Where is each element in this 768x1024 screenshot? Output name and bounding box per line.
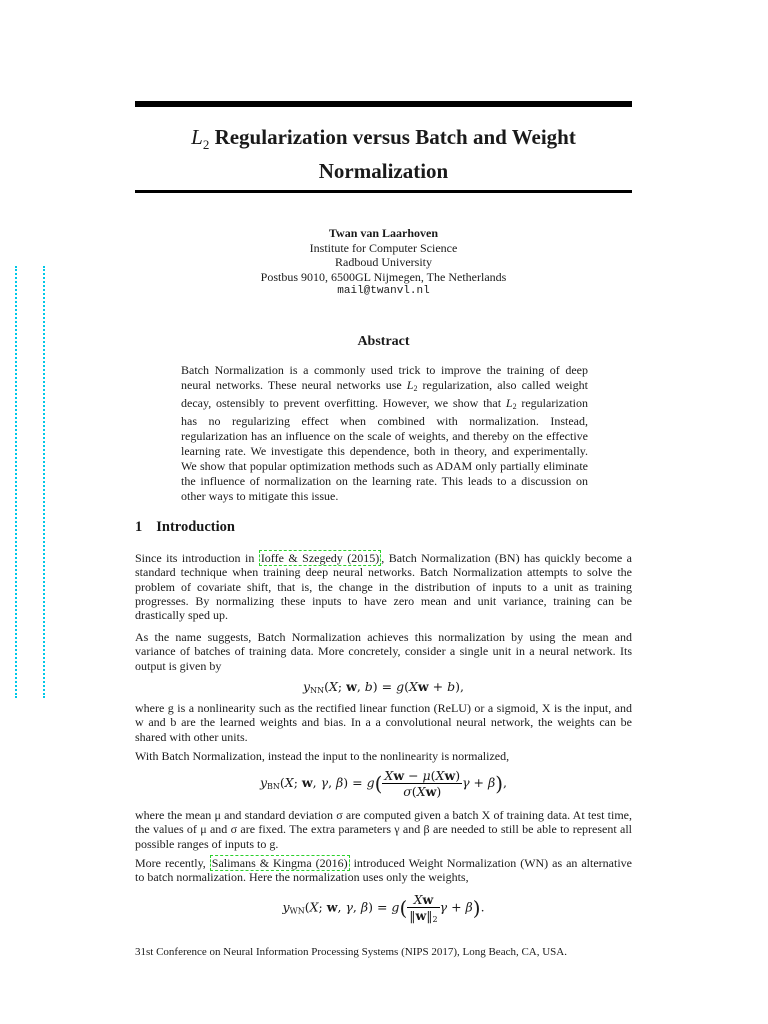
author-name: Twan van Laarhoven [328, 226, 439, 240]
title-l2-symbol: L [191, 125, 203, 149]
paper-title [135, 124, 632, 185]
citation-salimans-kingma[interactable]: Salimans & Kingma (2016) [211, 856, 348, 870]
author-email[interactable]: mail@twanvl.nl [337, 285, 430, 297]
section-number: 1 [135, 519, 143, 535]
intro-paragraph-6 [135, 856, 632, 885]
section-title: Introduction [156, 519, 235, 535]
title-rule-top [135, 101, 632, 107]
abstract-l2-subscript: 2 [413, 384, 418, 393]
intro-p1-text-a: Since its introduction in [135, 551, 259, 565]
abstract-l2-symbol: L [406, 378, 414, 392]
title-rule-bottom [135, 190, 632, 193]
intro-paragraph-1 [135, 551, 632, 622]
abstract-l2-subscript-2: 2 [512, 402, 517, 411]
intro-paragraph-2: As the name suggests, Batch Normalization achieves this normalization by using the mean and variance of batches of training data. More concretely, consider a single unit in a neural network. Its output is given by [135, 630, 632, 673]
author-address: Postbus 9010, 6500GL Nijmegen, The Netherlands [260, 269, 507, 284]
author-block [135, 226, 632, 299]
title-line2: Normalization [318, 159, 449, 184]
intro-p6-text-a: More recently, [135, 856, 210, 870]
abstract-part-1: Batch Normalization is a commonly used trick to improve the training of deep neural networks. These neural networks use [181, 363, 588, 392]
author-affiliation-2: Radboud University [335, 255, 432, 269]
abstract-heading: Abstract [357, 334, 410, 349]
abstract-text [181, 363, 588, 504]
equation-weight-norm: $y_{WN}(X$; w, γ, β) = g( $\frac{Xw}{‖w‖_2}$ γ + β). [282, 892, 485, 924]
intro-p6-text-b: introduced Weight Normalization (WN) as an alternative to batch normalization. Here the normalization uses only the weights, [135, 856, 632, 885]
abstract-part-3: regularization has no regularizing effect when combined with normalization. Instead, regularization has an influence on the scale of weights, and thereby on the effective learning rate. We investigate this dependence, both in theory, and experimentally. We show that popular optimization methods such as ADAM only partially eliminate the influence of normalization on the learning rate. This leads to a discussion on other ways to mitigate this issue. [181, 396, 588, 503]
intro-paragraph-3: where g is a nonlinearity such as the rectified linear function (ReLU) or a sigmoid, X is the input, and w and b are the learned weights and bias. In a a convolutional neural network, the weights can be shared with other units. [135, 701, 632, 744]
author-affiliation-1: Institute for Computer Science [309, 240, 458, 255]
equation-nn-output: $y_{NN}(X$; w, b) = g(Xw + b), [303, 679, 464, 695]
section-heading-introduction [135, 519, 235, 536]
title-l2-subscript: 2 [202, 137, 210, 153]
equation-batch-norm: $y_{BN}(X$; w, γ, β) = g( $\frac{Xw - \mu(Xw)}{\sigma(Xw)}$ γ + β), [259, 768, 508, 799]
abstract-l2-symbol-2: L [505, 396, 513, 410]
abstract-part-2: regularization, also called weight decay, ostensibly to prevent overfitting. However, we show that [181, 378, 588, 410]
title-line1: Regularization versus Batch and Weight [209, 125, 576, 149]
intro-p1-text-b: , Batch Normalization (BN) has quickly become a standard technique when training deep neural networks. Batch Normalization attempts to solve the problem of covariate shift, that is, the change in the distribution of inputs to a unit as training progresses. By normalizing these inputs to have zero mean and unit variance, training can be drastically sped up. [135, 551, 633, 623]
conference-footnote: 31st Conference on Neural Information Processing Systems (NIPS 2017), Long Beach, CA, USA. [135, 946, 567, 958]
intro-paragraph-5: where the mean μ and standard deviation σ are computed given a batch X of training data. At test time, the values of μ and σ are fixed. The extra parameters γ and β are needed to still be able to represent all possible ranges of inputs to g. [135, 808, 632, 851]
intro-paragraph-4: With Batch Normalization, instead the input to the nonlinearity is normalized, [135, 749, 510, 763]
margin-link-box [15, 266, 45, 698]
citation-ioffe-szegedy[interactable]: Ioffe & Szegedy (2015) [260, 551, 380, 565]
